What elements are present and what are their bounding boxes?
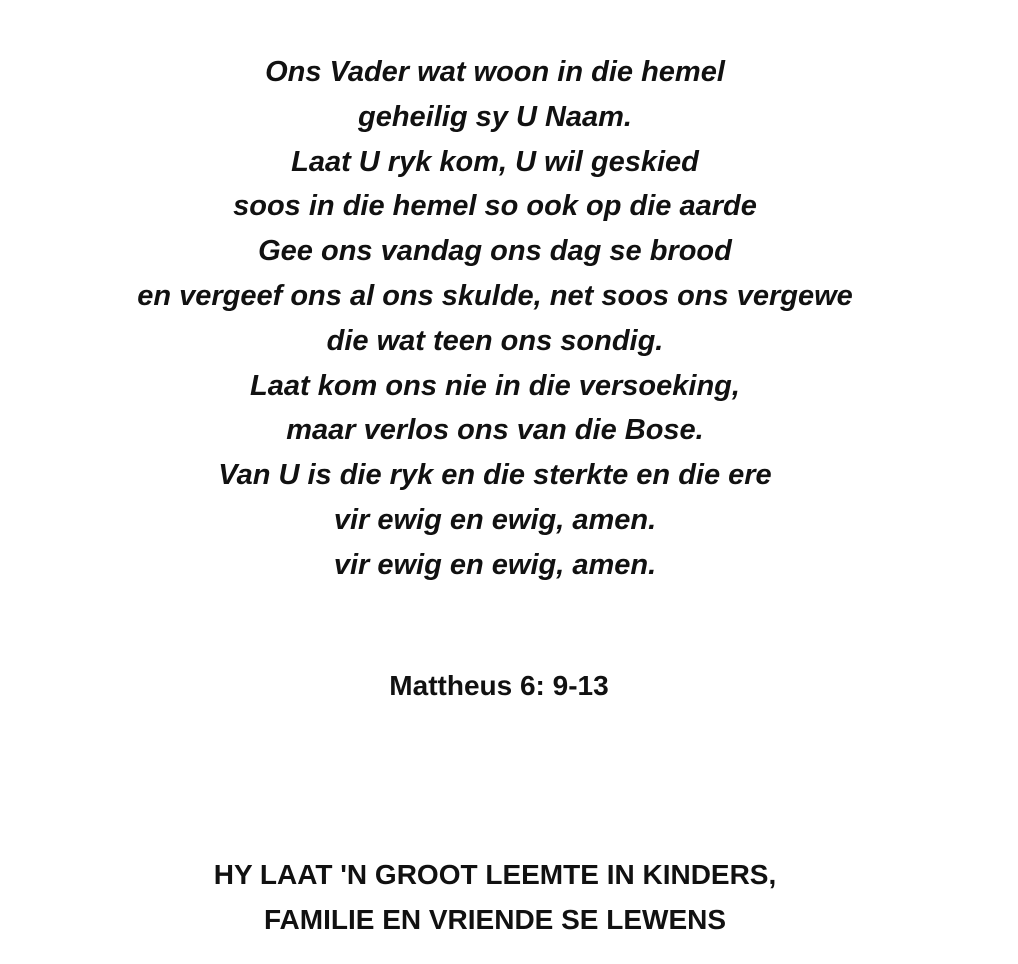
prayer-line: die wat teen ons sondig. xyxy=(326,324,664,357)
prayer-line: Laat kom ons nie in die versoeking, xyxy=(250,369,740,402)
dedication-line: FAMILIE EN VRIENDE SE LEWENS xyxy=(263,904,727,935)
prayer-line: vir ewig en ewig, amen. xyxy=(333,503,657,536)
prayer-line: Van U is die ryk en die sterkte en die ere xyxy=(218,459,772,492)
prayer-line: Gee ons vandag ons dag se brood xyxy=(258,235,732,268)
prayer-line: Laat U ryk kom, U wil geskied xyxy=(291,145,699,178)
prayer-line: geheilig sy U Naam. xyxy=(358,100,632,133)
prayer-line: soos in die hemel so ook op die aarde xyxy=(233,190,757,223)
prayer-line: maar verlos ons van die Bose. xyxy=(286,414,704,447)
prayer-line: Ons Vader wat woon in die hemel xyxy=(265,56,725,88)
dedication-text xyxy=(0,852,990,942)
prayer-line: en vergeef ons al ons skulde, net soos ons vergewe xyxy=(137,279,853,312)
prayer-line: vir ewig en ewig, amen. xyxy=(333,548,657,581)
scripture-reference: Mattheus 6: 9-13 xyxy=(389,670,609,701)
dedication-line: HY LAAT 'N GROOT LEEMTE IN KINDERS, xyxy=(213,859,777,890)
prayer-text xyxy=(0,50,990,588)
